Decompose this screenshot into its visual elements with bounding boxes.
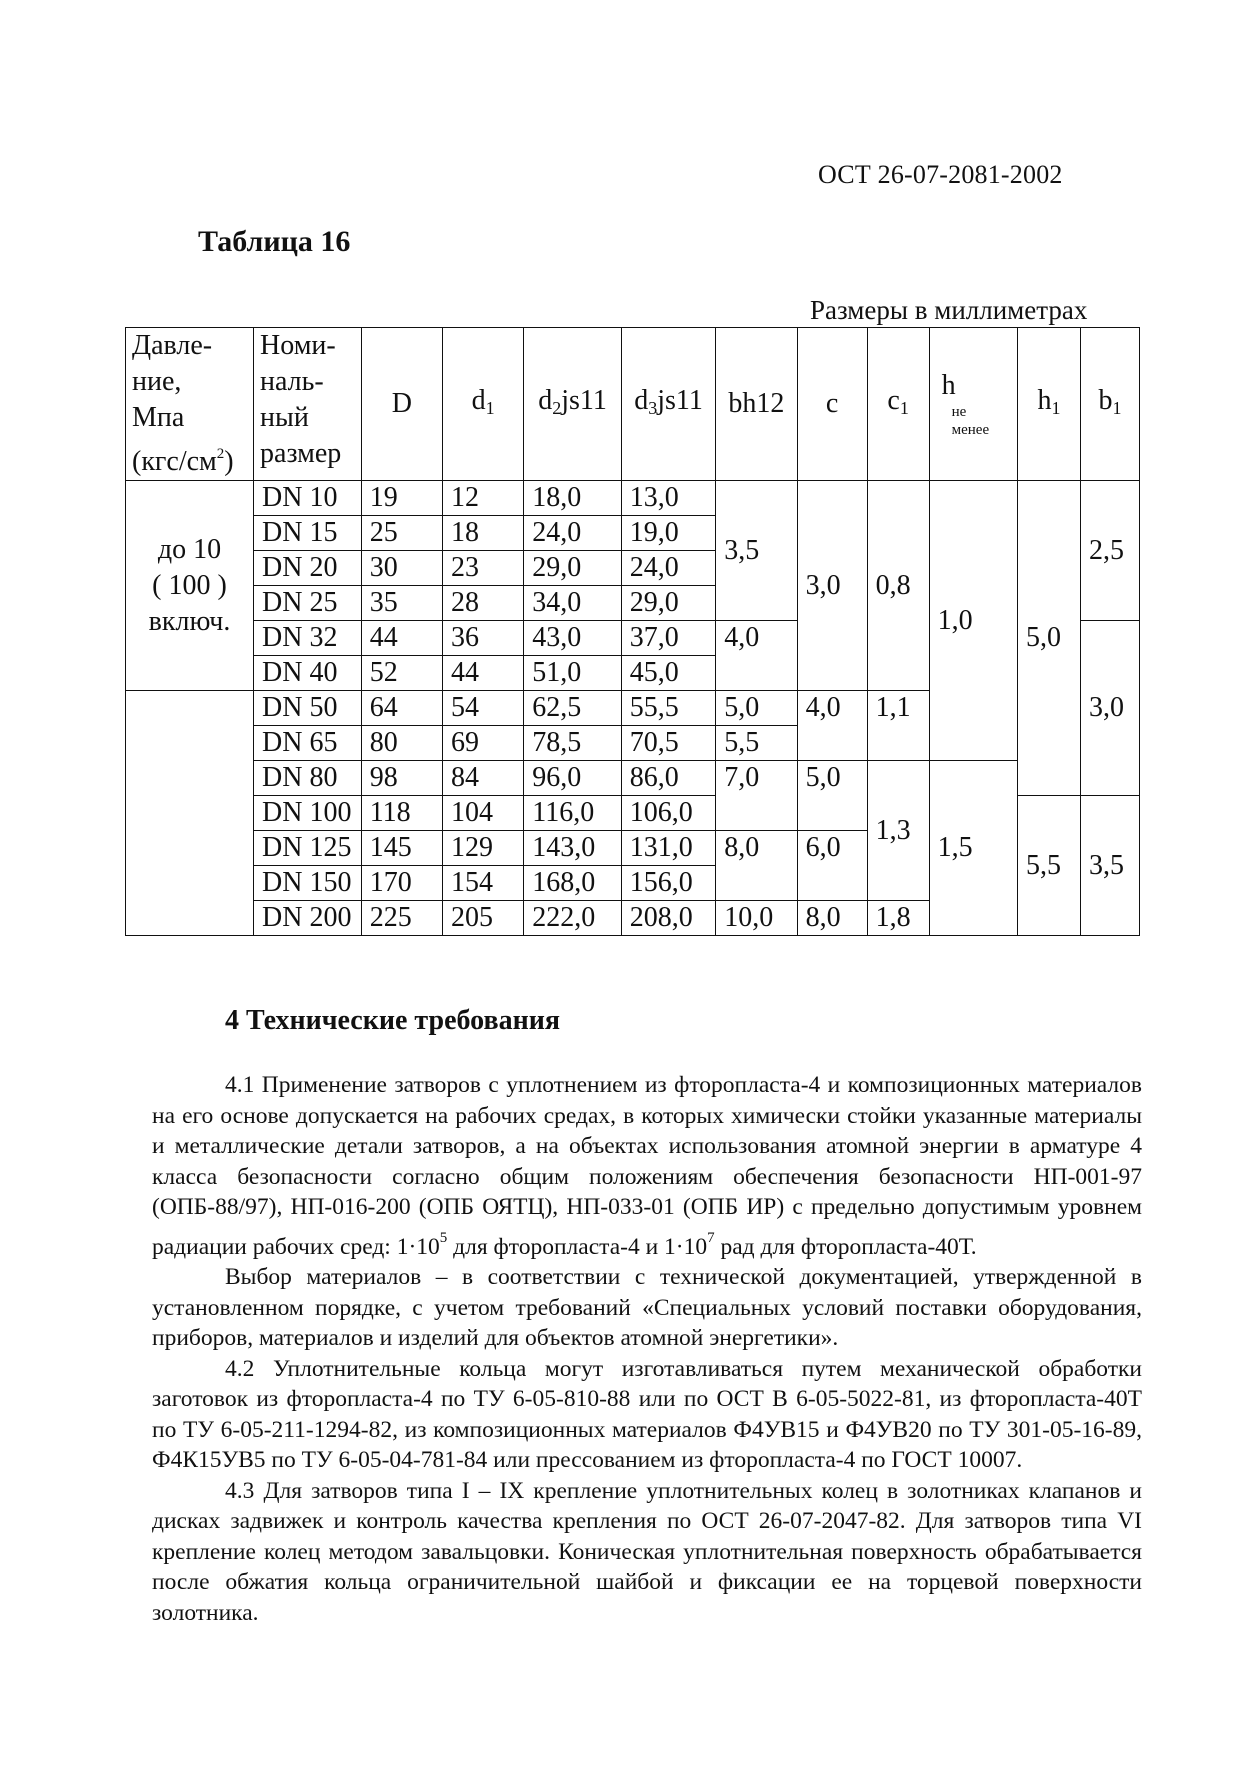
table-row [126,481,1140,516]
h1-cell: 5,5 [1018,796,1081,936]
D-cell: 225 [361,901,442,936]
D-cell: 52 [361,656,442,691]
pressure-cell: до 10 ( 100 ) включ. [126,481,254,691]
d1-cell: 18 [442,516,523,551]
d3-cell: 131,0 [621,831,715,866]
size-cell: DN 100 [254,796,362,831]
header-c1: $c_1$ [867,328,929,481]
D-cell: 44 [361,621,442,656]
header-h: h не менее [929,328,1017,481]
paragraph-4-2: 4.2 Уплотнительные кольца могут изготавливаться путем механической обработки заготовок из фторопласта-4 по ТУ 6-05-810-88 или по ОСТ В 6-05-5022-81, из фторопласта-40Т по ТУ 6-05-211-1294-82, из композиционных материалов Ф4УВ15 и Ф4УВ20 по ТУ 301-05-16-89, Ф4К15УВ5 по ТУ 6-05-04-781-84 или прессованием из фторопласта-4 по ГОСТ 10007. [152,1355,1142,1473]
d1-cell: 44 [442,656,523,691]
c-cell: 4,0 [797,691,867,761]
b1-cell: 2,5 [1081,481,1140,621]
header-b: bh12 [716,328,797,481]
header-b1: $b_1$ [1081,328,1140,481]
c-cell: 3,0 [797,481,867,691]
b-cell: 7,0 [716,761,797,831]
d1-cell: 28 [442,586,523,621]
size-cell: DN 15 [254,516,362,551]
size-cell: DN 200 [254,901,362,936]
d2-cell: 62,5 [524,691,622,726]
b1-cell: 3,5 [1081,796,1140,936]
header-h1: $h_1$ [1018,328,1081,481]
d2-cell: 116,0 [524,796,622,831]
size-cell: DN 50 [254,691,362,726]
D-cell: 25 [361,516,442,551]
d1-cell: 205 [442,901,523,936]
c1-cell: 1,8 [867,901,929,936]
d3-cell: 156,0 [621,866,715,901]
d3-cell: 29,0 [621,586,715,621]
paragraph-4-3: 4.3 Для затворов типа I – IX крепление уплотнительных колец в золотниках клапанов и дисках задвижек и контроль качества крепления по ОСТ 26-07-2047-82. Для затворов типа VI крепление колец методом завальцовки. Коническая уплотнительная поверхность обрабатывается после обжатия кольца ограничительной шайбой и фиксации ее на торцевой поверхности золотника. [152,1477,1142,1626]
d1-cell: 54 [442,691,523,726]
d3-cell: 19,0 [621,516,715,551]
d1-cell: 129 [442,831,523,866]
size-cell: DN 125 [254,831,362,866]
header-D: D [361,328,442,481]
h-cell: 1,0 [929,481,1017,761]
header-d3: $d_3js11$ [621,328,715,481]
size-cell: DN 32 [254,621,362,656]
header-d1: $d_1$ [442,328,523,481]
d2-cell: 222,0 [524,901,622,936]
header-c: c [797,328,867,481]
section-title: 4 Технические требования [225,1005,560,1036]
d2-cell: 51,0 [524,656,622,691]
d1-cell: 23 [442,551,523,586]
d2-cell: 24,0 [524,516,622,551]
D-cell: 118 [361,796,442,831]
c-cell: 8,0 [797,901,867,936]
d2-cell: 18,0 [524,481,622,516]
size-cell: DN 25 [254,586,362,621]
paragraph-materials-choice: Выбор материалов – в соответствии с технической документацией, утвержденной в установленном порядке, с учетом требований «Специальных условий поставки оборудования, приборов, материалов и изделий для объектов атомной энергетики». [152,1264,1142,1351]
c1-cell: 1,1 [867,691,929,761]
D-cell: 80 [361,726,442,761]
d1-cell: 12 [442,481,523,516]
units-note: Размеры в миллиметрах [810,295,1088,325]
size-cell: DN 10 [254,481,362,516]
b1-cell: 3,0 [1081,621,1140,796]
size-cell: DN 40 [254,656,362,691]
b-cell: 5,5 [716,726,797,761]
pressure-cell-empty [126,691,254,936]
d3-cell: 24,0 [621,551,715,586]
size-cell: DN 20 [254,551,362,586]
c1-cell: 1,3 [867,761,929,901]
size-cell: DN 65 [254,726,362,761]
paragraph-4-1: 4.1 Применение затворов с уплотнением из фторопласта-4 и композиционных материалов на его основе допускается на рабочих средах, в которых химически стойки указанные материалы и металлические детали затворов, а на объектах использования атомной энергии в арматуре 4 класса безопасности согласно общим положениям обеспечения безопасности НП-001-97 (ОПБ-88/97), НП-016-200 (ОПБ ОЯТЦ), НП-033-01 (ОПБ ИР) с предельно допустимым уровнем радиации рабочих сред: $1\cdot 10^5$ для фторопласта-4 и $1\cdot 10^7$ рад для фторопласта-40Т. [152,1072,1142,1260]
D-cell: 145 [361,831,442,866]
d3-cell: 106,0 [621,796,715,831]
d1-cell: 84 [442,761,523,796]
header-pressure: Давле- ние, Мпа $(кгс/см^2)$ [126,328,254,481]
D-cell: 35 [361,586,442,621]
c-cell: 6,0 [797,831,867,901]
c-cell: 5,0 [797,761,867,831]
b-cell: 8,0 [716,831,797,901]
dimensions-table [125,327,1140,936]
d1-cell: 36 [442,621,523,656]
d3-cell: 70,5 [621,726,715,761]
D-cell: 19 [361,481,442,516]
d3-cell: 37,0 [621,621,715,656]
d3-cell: 55,5 [621,691,715,726]
document-code: ОСТ 26-07-2081-2002 [818,160,1063,189]
d1-cell: 69 [442,726,523,761]
D-cell: 98 [361,761,442,796]
table-row [126,761,1140,796]
d2-cell: 143,0 [524,831,622,866]
size-cell: DN 80 [254,761,362,796]
d2-cell: 29,0 [524,551,622,586]
d2-cell: 43,0 [524,621,622,656]
d2-cell: 96,0 [524,761,622,796]
section-body [152,1070,1142,1628]
size-cell: DN 150 [254,866,362,901]
d2-cell: 168,0 [524,866,622,901]
D-cell: 64 [361,691,442,726]
d1-cell: 154 [442,866,523,901]
d3-cell: 208,0 [621,901,715,936]
d3-cell: 13,0 [621,481,715,516]
b-cell: 4,0 [716,621,797,691]
b-cell: 3,5 [716,481,797,621]
h-cell: 1,5 [929,761,1017,936]
D-cell: 170 [361,866,442,901]
header-nominal-size: Номи- наль- ный размер [254,328,362,481]
c1-cell: 0,8 [867,481,929,691]
d3-cell: 86,0 [621,761,715,796]
b-cell: 10,0 [716,901,797,936]
d2-cell: 34,0 [524,586,622,621]
d3-cell: 45,0 [621,656,715,691]
D-cell: 30 [361,551,442,586]
table-title: Таблица 16 [198,225,351,258]
d1-cell: 104 [442,796,523,831]
h1-cell: 5,0 [1018,481,1081,796]
d2-cell: 78,5 [524,726,622,761]
header-d2: $d_2js11$ [524,328,622,481]
b-cell: 5,0 [716,691,797,726]
